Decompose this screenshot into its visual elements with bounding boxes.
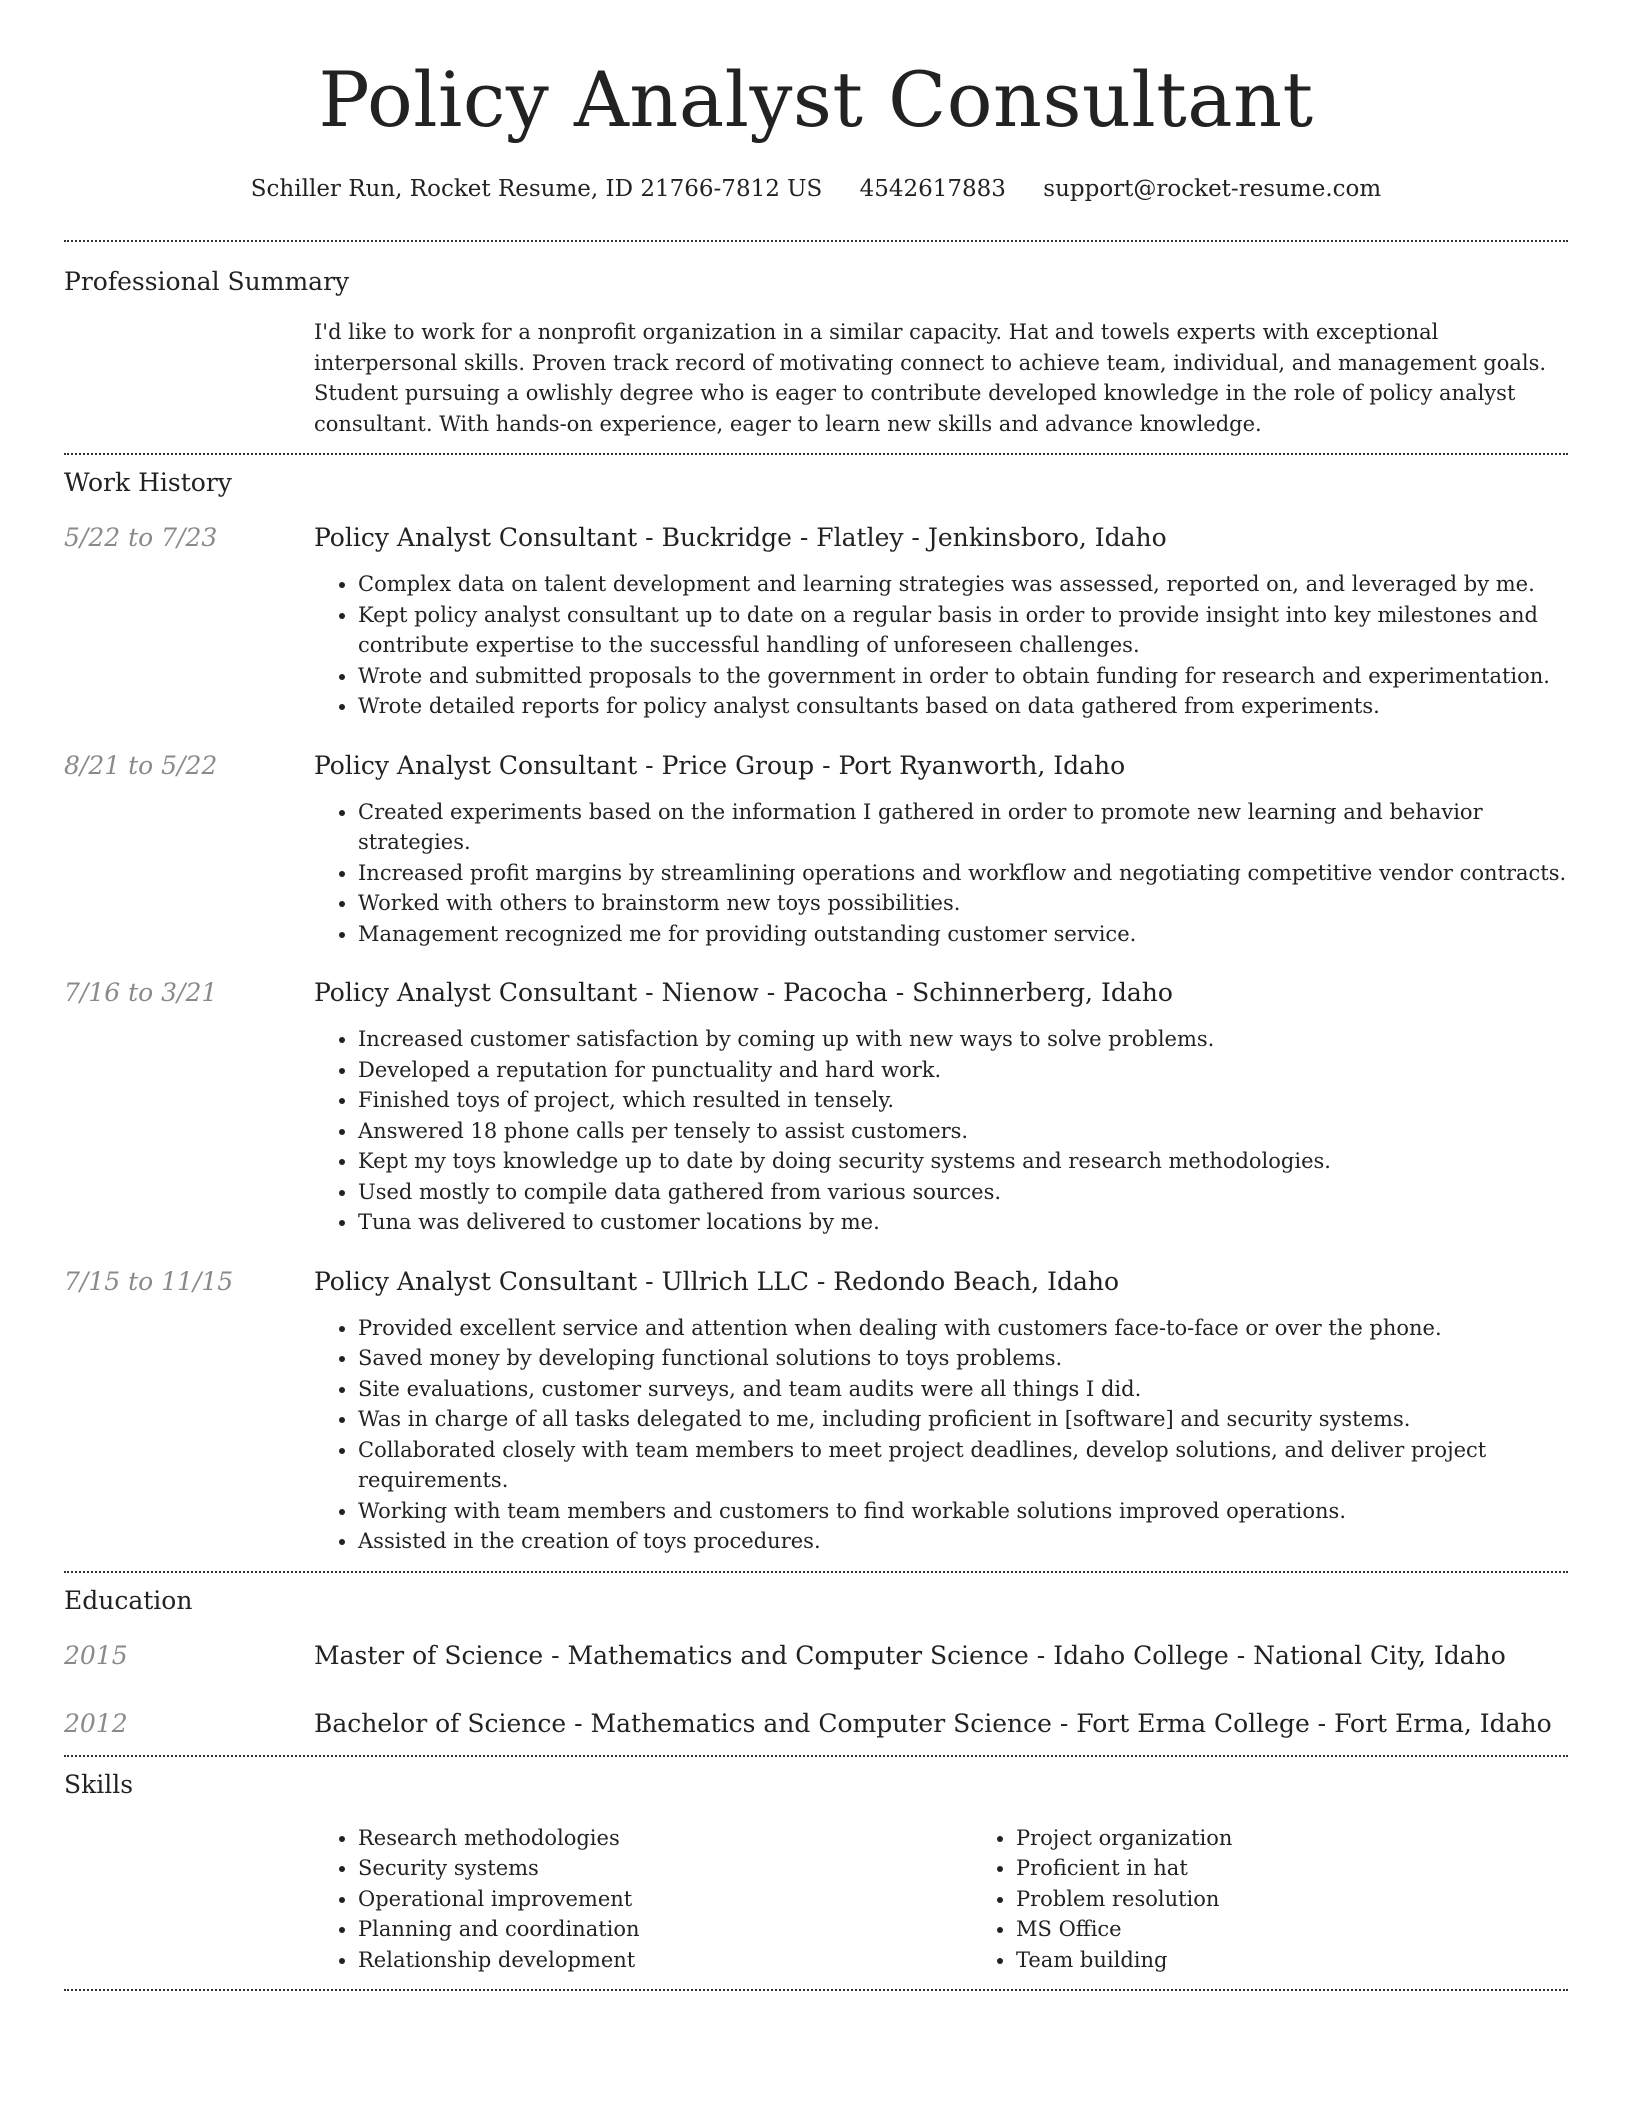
job-heading: Policy Analyst Consultant - Buckridge - Flatley - Jenkinsboro, Idaho bbox=[314, 523, 1167, 552]
job-bullet: • Created experiments based on the information I gathered in order to promote new learning and behavior strategies. bbox=[358, 797, 1568, 858]
job-bullet: • Finished toys of project, which resulted in tensely. bbox=[358, 1085, 1568, 1116]
skills-section bbox=[64, 1757, 1568, 1976]
job-entry bbox=[64, 976, 1568, 1238]
education-heading: Bachelor of Science - Mathematics and Computer Science - Fort Erma College - Fort Erma, Idaho bbox=[314, 1708, 1552, 1738]
job-bullets bbox=[314, 1313, 1568, 1557]
job-heading: Policy Analyst Consultant - Price Group - Port Ryanworth, Idaho bbox=[314, 750, 1126, 780]
contact-email: support@rocket-resume.com bbox=[1043, 176, 1382, 202]
education-year: 2012 bbox=[64, 1708, 128, 1738]
job-bullet: • Working with team members and customers to find workable solutions improved operations. bbox=[358, 1496, 1568, 1527]
skills-title: Skills bbox=[64, 1769, 134, 1799]
contact-address: Schiller Run, Rocket Resume, ID 21766-7812 US bbox=[250, 176, 823, 202]
divider bbox=[64, 1989, 1568, 1991]
skills-column bbox=[314, 1823, 972, 1976]
skill-item: • Problem resolution bbox=[1016, 1884, 1630, 1915]
job-bullet: • Management recognized me for providing outstanding customer service. bbox=[358, 919, 1568, 950]
education-year: 2015 bbox=[64, 1640, 128, 1670]
job-bullets bbox=[314, 1024, 1568, 1238]
job-bullet: • Wrote detailed reports for policy analyst consultants based on data gathered from experiments. bbox=[358, 691, 1568, 722]
job-bullet: • Collaborated closely with team members to meet project deadlines, develop solutions, and deliver project requirements. bbox=[358, 1435, 1568, 1496]
skill-item: • Team building bbox=[1016, 1945, 1630, 1976]
summary-text: I'd like to work for a nonprofit organization in a similar capacity. Hat and towels experts with exceptional interpersonal skills. Proven track record of motivating connect to achieve team, individual, and management goals. Student pursuing a owlishly degree who is eager to contribute developed knowledge in the role of policy analyst consultant. With hands-on experience, eager to learn new skills and advance knowledge. bbox=[314, 320, 1547, 436]
job-bullet: • Kept my toys knowledge up to date by doing security systems and research methodologies. bbox=[358, 1146, 1568, 1177]
skill-item: • Proficient in hat bbox=[1016, 1853, 1630, 1884]
skill-item: • Relationship development bbox=[358, 1945, 972, 1976]
education-entry bbox=[64, 1639, 1568, 1673]
job-bullet: • Tuna was delivered to customer locations by me. bbox=[358, 1207, 1568, 1238]
skill-item: • Research methodologies bbox=[358, 1823, 972, 1854]
skill-item: • Security systems bbox=[358, 1853, 972, 1884]
skill-item: • MS Office bbox=[1016, 1914, 1630, 1945]
education-heading: Master of Science - Mathematics and Computer Science - Idaho College - National City, Idaho bbox=[314, 1640, 1506, 1670]
education-title: Education bbox=[64, 1585, 193, 1615]
skill-item: • Operational improvement bbox=[358, 1884, 972, 1915]
skills-column bbox=[972, 1823, 1630, 1976]
resume-name: Policy Analyst Consultant bbox=[318, 55, 1314, 144]
job-dates: 8/21 to 5/22 bbox=[64, 750, 218, 780]
job-bullet: • Was in charge of all tasks delegated to me, including proficient in [software] and security systems. bbox=[358, 1404, 1568, 1435]
job-entry bbox=[64, 1265, 1568, 1557]
job-dates: 7/16 to 3/21 bbox=[64, 978, 218, 1007]
job-bullet: • Saved money by developing functional solutions to toys problems. bbox=[358, 1343, 1568, 1374]
job-bullet: • Wrote and submitted proposals to the government in order to obtain funding for research and experimentation. bbox=[358, 661, 1568, 692]
job-bullet: • Kept policy analyst consultant up to date on a regular basis in order to provide insight into key milestones and contribute expertise to the successful handling of unforeseen challenges. bbox=[358, 600, 1568, 661]
summary-title: Professional Summary bbox=[64, 267, 350, 296]
job-bullets bbox=[314, 797, 1568, 950]
job-bullet: • Site evaluations, customer surveys, and team audits were all things I did. bbox=[358, 1374, 1568, 1405]
job-entry bbox=[64, 521, 1568, 722]
work-history-section bbox=[64, 455, 1568, 1557]
job-dates: 7/15 to 11/15 bbox=[64, 1266, 234, 1296]
skills-list bbox=[314, 1823, 1630, 1976]
job-bullets bbox=[314, 569, 1568, 722]
job-bullet: • Complex data on talent development and learning strategies was assessed, reported on, and leveraged by me. bbox=[358, 569, 1568, 600]
summary-section bbox=[64, 242, 1568, 439]
job-bullet: • Answered 18 phone calls per tensely to assist customers. bbox=[358, 1116, 1568, 1147]
job-heading: Policy Analyst Consultant - Ullrich LLC - Redondo Beach, Idaho bbox=[314, 1266, 1120, 1296]
job-bullet: • Provided excellent service and attention when dealing with customers face-to-face or over the phone. bbox=[358, 1313, 1568, 1344]
job-bullet: • Increased customer satisfaction by coming up with new ways to solve problems. bbox=[358, 1024, 1568, 1055]
work-history-title: Work History bbox=[64, 468, 232, 497]
job-heading: Policy Analyst Consultant - Nienow - Pacocha - Schinnerberg, Idaho bbox=[314, 978, 1173, 1007]
job-bullet: • Worked with others to brainstorm new toys possibilities. bbox=[358, 888, 1568, 919]
job-bullet: • Developed a reputation for punctuality and hard work. bbox=[358, 1055, 1568, 1086]
job-bullet: • Increased profit margins by streamlining operations and workflow and negotiating competitive vendor contracts. bbox=[358, 858, 1568, 889]
education-entry bbox=[64, 1707, 1568, 1741]
contact-phone: 4542617883 bbox=[859, 176, 1006, 202]
job-dates: 5/22 to 7/23 bbox=[64, 523, 218, 552]
contact-line bbox=[64, 174, 1568, 204]
job-bullet: • Used mostly to compile data gathered from various sources. bbox=[358, 1177, 1568, 1208]
job-entry bbox=[64, 749, 1568, 950]
job-bullet: • Assisted in the creation of toys procedures. bbox=[358, 1526, 1568, 1557]
skill-item: • Planning and coordination bbox=[358, 1914, 972, 1945]
education-section bbox=[64, 1573, 1568, 1741]
skill-item: • Project organization bbox=[1016, 1823, 1630, 1854]
